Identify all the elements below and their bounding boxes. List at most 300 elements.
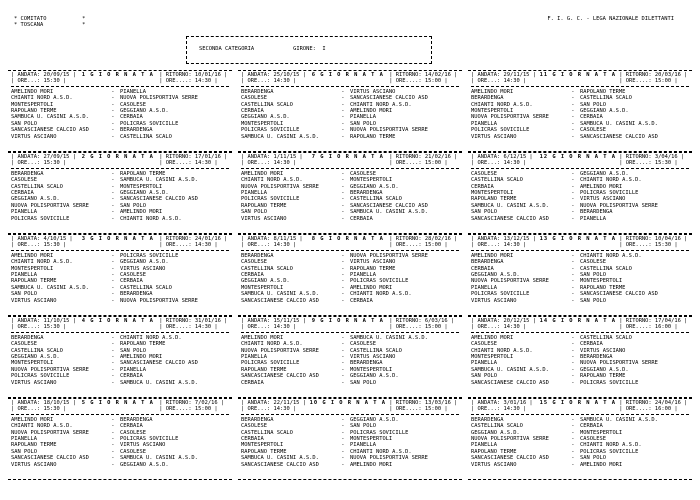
away-team: CHIANTI NORD A.S.D. <box>119 334 182 341</box>
divider <box>471 414 689 415</box>
match-row: GEGGIANO A.S.D. - SANCASCIANESE CALCIO ASD <box>11 196 229 202</box>
away-team: GEGGIANO A.S.D. <box>579 170 629 177</box>
match-row: SAN POLO - BERARDENGA <box>471 209 689 215</box>
away-team: BERARDENGA <box>119 416 153 423</box>
home-team: MONTESPERTOLI <box>471 354 514 361</box>
home-team: POLICRAS SOVICILLE <box>241 360 300 367</box>
home-team: POLICRAS SOVICILLE <box>11 215 70 222</box>
away-team: NUOVA POLISPORTIVA SERRE <box>579 360 658 367</box>
match-row: AMELINDO MORI - POLICRAS SOVICILLE <box>11 253 229 259</box>
andata-date: 3/01/16 <box>503 400 527 406</box>
home-team: CERBAIA <box>471 265 494 272</box>
away-team: CASTELLINA SCALO <box>349 196 402 203</box>
away-team: POLICRAS SOVICILLE <box>579 379 639 386</box>
match-row: PIANELLA - BERARDENGA <box>241 190 459 196</box>
away-team: SANCASCIANESE CALCIO ASD <box>349 95 428 102</box>
away-team: POLICRAS SOVICILLE <box>349 429 409 436</box>
ritorno-time: 15:00 <box>424 242 442 249</box>
divider <box>471 250 689 251</box>
home-team: SAMBUCA U. CASINI A.S.D. <box>471 202 549 209</box>
home-team: RAPOLANO TERME <box>471 196 517 203</box>
match-row: AMELINDO MORI - PIANELLA <box>11 89 229 95</box>
match-row: PIANELLA - AMELINDO MORI <box>11 209 229 215</box>
match-row: CERBAIA - PIANELLA <box>241 272 459 278</box>
match-row: SANCASCIANESE CALCIO ASD - POLICRAS SOVICILLE <box>471 380 689 386</box>
andata-date: 20/09/15 <box>43 72 70 78</box>
andata-time: 14:30 <box>273 78 290 85</box>
match-row: GEGGIANO A.S.D. - AMELINDO MORI <box>11 354 229 360</box>
match-row: SAMBUCA U. CASINI A.S.D. - RAPOLANO TERME <box>241 134 459 140</box>
away-team: CERBAIA <box>579 114 603 121</box>
divider <box>471 86 689 87</box>
match-row: SAN POLO - CASOLESE <box>11 449 229 455</box>
away-team: SANCASCIANESE CALCIO ASD <box>119 196 198 203</box>
match-row: CHIANTI NORD A.S.D. - CASOLESE <box>241 341 459 347</box>
away-team: BERARDENGA <box>579 354 613 361</box>
match-row: POLICRAS SOVICILLE - CASOLESE <box>471 127 689 133</box>
match-row: CHIANTI NORD A.S.D. - VIRTUS ASCIANO <box>471 348 689 354</box>
ritorno-time: 15:00 <box>424 324 442 331</box>
match-row: CASOLESE - CERBAIA <box>471 341 689 347</box>
matchday-header: | ANDATA: 4/10/15 | 3 G I O R N A T A | RITORNO: 24/01/16 | <box>11 236 228 242</box>
match-row: NUOVA POLISPORTIVA SERRE - CASTELLINA SCALO <box>241 348 459 354</box>
away-team: RAPOLANO TERME <box>119 341 166 348</box>
match-row: SAMBUCA U. CASINI A.S.D. - NUOVA POLISPORTIVA SERRE <box>471 203 689 209</box>
match-row: BERARDENGA - NUOVA POLISPORTIVA SERRE <box>241 253 459 259</box>
home-team: SANCASCIANESE CALCIO ASD <box>471 455 549 462</box>
home-team: SANCASCIANESE CALCIO ASD <box>241 373 319 380</box>
match-row: MONTESPERTOLI - BERARDENGA <box>471 354 689 360</box>
match-row: RAPOLANO TERME - CERBAIA <box>11 278 229 284</box>
away-team: CERBAIA <box>579 341 603 348</box>
match-row: VIRTUS ASCIANO - NUOVA POLISPORTIVA SERRE <box>11 298 229 304</box>
away-team: RAPOLANO TERME <box>579 88 626 95</box>
away-team: NUOVA POLISPORTIVA SERRE <box>119 297 198 304</box>
match-row: SAMBUCA U. CASINI A.S.D. - CASTELLINA SCALO <box>11 285 229 291</box>
match-row: CASTELLINA SCALO - RAPOLANO TERME <box>241 266 459 272</box>
home-team: SAN POLO <box>11 448 37 455</box>
match-row: BERARDENGA - SAMBUCA U. CASINI A.S.D. <box>471 417 689 423</box>
matchday-block: | ANDATA: 1/11/15 | 7 G I O R N A T A | RITORNO: 21/02/16 | | ORE...: 14:30 | | ORE....: 15:00 | AMELINDO MORI - CASOLESE CHIANTI NORD A.S.D. - MONTESPERTOLI NUOVA POLISPORTIVA SERRE - GEGGIANO A.S.D. PIANELLA - BERARDENGA POLICRAS SOVICILLE - CASTELLINA SCALO RAPOLANO TERME - SANCASCIANESE CALCIO ASD SAN POLO - SAMBUCA U. CASINI A.S.D. VIRTUS ASCIANO - CERBAIA <box>238 152 462 234</box>
ritorno-date: 24/01/16 <box>194 236 221 242</box>
home-team: CASOLESE <box>471 170 497 177</box>
matchday-header: | ANDATA: 6/12/15 | 12 G I O R N A T A | RITORNO: 3/04/16 | <box>471 154 685 160</box>
home-team: CERBAIA <box>241 436 264 443</box>
home-team: CERBAIA <box>241 108 264 115</box>
match-row: CHIANTI NORD A.S.D. - GEGGIANO A.S.D. <box>11 259 229 265</box>
home-team: BERARDENGA <box>241 416 274 423</box>
home-team: SAN POLO <box>241 209 267 216</box>
away-team: MONTESPERTOLI <box>349 177 393 184</box>
match-row: MONTESPERTOLI - AMELINDO MORI <box>241 285 459 291</box>
home-team: SAN POLO <box>11 291 37 298</box>
away-team: CASOLESE <box>119 429 146 436</box>
match-row: SAMBUCA U. CASINI A.S.D. - CERBAIA <box>11 114 229 120</box>
matchday-block: | ANDATA: 8/11/15 | 8 G I O R N A T A | RITORNO: 28/02/16 | | ORE...: 14:30 | | ORE....: 15:00 | BERARDENGA - NUOVA POLISPORTIVA SERRE CASOLESE - VIRTUS ASCIANO CASTELLINA SCALO - RAPOLANO TERME CERBAIA - PIANELLA GEGGIANO A.S.D. - POLICRAS SOVICILLE MONTESPERTOLI - AMELINDO MORI SAMBUCA U. CASINI A.S.D. - CHIANTI NORD A.S.D. SANCASCIANESE CALCIO ASD - CERBAIA <box>238 234 462 316</box>
match-row: PIANELLA - RAPOLANO TERME <box>471 285 689 291</box>
match-row: BERARDENGA - CASOLESE <box>471 259 689 265</box>
match-row: POLICRAS SOVICILLE - NUOVA POLISPORTIVA SERRE <box>241 127 459 133</box>
away-team: VIRTUS ASCIANO <box>349 259 396 266</box>
match-row: PIANELLA - VIRTUS ASCIANO <box>241 354 459 360</box>
home-team: MONTESPERTOLI <box>11 360 54 367</box>
match-row: AMELINDO MORI - RAPOLANO TERME <box>471 89 689 95</box>
ritorno-date: 17/04/16 <box>654 318 681 324</box>
home-team: MONTESPERTOLI <box>241 120 284 127</box>
match-row: MONTESPERTOLI - CASOLESE <box>11 102 229 108</box>
match-row: BERARDENGA - CHIANTI NORD A.S.D. <box>11 335 229 341</box>
home-team: VIRTUS ASCIANO <box>11 133 57 140</box>
home-team: PIANELLA <box>241 354 267 361</box>
committee-info <box>14 16 85 29</box>
home-team: CASTELLINA SCALO <box>11 183 63 190</box>
andata-date: 27/09/15 <box>43 154 70 160</box>
match-row: SANCASCIANESE CALCIO ASD - SAN POLO <box>471 455 689 461</box>
away-team: SAMBUCA U. CASINI A.S.D. <box>119 455 198 462</box>
match-row: CHIANTI NORD A.S.D. - CERBAIA <box>11 423 229 429</box>
match-row: CASOLESE - GEGGIANO A.S.D. <box>471 171 689 177</box>
ritorno-time: 15:00 <box>424 160 442 167</box>
giornata-number: 9 <box>311 318 316 324</box>
away-team: SAN POLO <box>579 272 606 279</box>
away-team: MONTESPERTOLI <box>579 278 623 285</box>
away-team: SAMBUCA U. CASINI A.S.D. <box>349 334 428 341</box>
matchday-header: | ANDATA: 15/11/15 | 9 G I O R N A T A | RITORNO: 6/03/16 | <box>241 318 455 324</box>
match-row: AMELINDO MORI - CASTELLINA SCALO <box>471 335 689 341</box>
ritorno-date: 13/03/16 <box>424 400 451 406</box>
andata-time: 14:30 <box>503 242 520 249</box>
home-team: SANCASCIANESE CALCIO ASD <box>241 297 319 304</box>
home-team: NUOVA POLISPORTIVA SERRE <box>241 347 319 354</box>
match-row: VIRTUS ASCIANO - SAN POLO <box>471 298 689 304</box>
andata-time: 15:30 <box>43 242 60 249</box>
match-row: VIRTUS ASCIANO - AMELINDO MORI <box>471 462 689 468</box>
away-team: CHIANTI NORD A.S.D. <box>349 448 412 455</box>
home-team: GEGGIANO A.S.D. <box>471 272 520 279</box>
away-team: GEGGIANO A.S.D. <box>119 190 169 197</box>
match-row: AMELINDO MORI - CASOLESE <box>241 171 459 177</box>
andata-date: 25/10/15 <box>273 72 300 78</box>
match-row: NUOVA POLISPORTIVA SERRE - SAN POLO <box>11 203 229 209</box>
divider <box>241 332 459 333</box>
andata-date: 8/11/15 <box>273 236 297 242</box>
divider <box>11 168 229 169</box>
home-team: PIANELLA <box>471 120 497 127</box>
away-team: CERBAIA <box>119 373 143 380</box>
home-team: SANCASCIANESE CALCIO ASD <box>471 215 549 222</box>
home-team: CHIANTI NORD A.S.D. <box>11 259 73 266</box>
away-team: RAPOLANO TERME <box>349 265 396 272</box>
divider <box>11 414 229 415</box>
match-row: MONTESPERTOLI - SANCASCIANESE CALCIO ASD <box>11 360 229 366</box>
away-team: MONTESPERTOLI <box>349 366 393 373</box>
match-row: SANCASCIANESE CALCIO ASD - GEGGIANO A.S.D. <box>241 373 459 379</box>
match-row: GEGGIANO A.S.D. - SAN POLO <box>471 272 689 278</box>
away-team: GEGGIANO A.S.D. <box>349 183 399 190</box>
match-row: CASOLESE - SANCASCIANESE CALCIO ASD <box>241 95 459 101</box>
home-team: NUOVA POLISPORTIVA SERRE <box>11 202 89 209</box>
away-team: AMELINDO MORI <box>579 183 623 190</box>
away-team: CASOLESE <box>119 272 146 279</box>
match-row: BERARDENGA - RAPOLANO TERME <box>11 171 229 177</box>
match-row: BERARDENGA - CASTELLINA SCALO <box>471 95 689 101</box>
home-team: SAN POLO <box>11 120 37 127</box>
away-team: SAN POLO <box>579 455 606 462</box>
away-team: VIRTUS ASCIANO <box>349 88 396 95</box>
match-row: POLICRAS SOVICILLE - CHIANTI NORD A.S.D. <box>11 216 229 222</box>
matchday-header: | ANDATA: 29/11/15 | 11 G I O R N A T A | RITORNO: 20/03/16 | <box>471 72 688 78</box>
match-row: NUOVA POLISPORTIVA SERRE - GEGGIANO A.S.D. <box>241 184 459 190</box>
andata-date: 18/10/15 <box>43 400 70 406</box>
away-team: SAMBUCA U. CASINI A.S.D. <box>119 177 198 184</box>
away-team: SAMBUCA U. CASINI A.S.D. <box>349 209 428 216</box>
away-team: SANCASCIANESE CALCIO ASD <box>119 360 198 367</box>
giornata-number: 15 <box>539 400 549 406</box>
match-row: SANCASCIANESE CALCIO ASD - BERARDENGA <box>11 127 229 133</box>
match-row: RAPOLANO TERME - SANCASCIANESE CALCIO ASD <box>241 203 459 209</box>
away-team: BERARDENGA <box>579 209 613 216</box>
home-team: VIRTUS ASCIANO <box>11 379 57 386</box>
andata-time: 14:30 <box>273 160 290 167</box>
home-team: PIANELLA <box>471 284 497 291</box>
andata-time: 14:30 <box>273 324 290 331</box>
ritorno-date: 7/02/16 <box>194 400 218 406</box>
home-team: BERARDENGA <box>11 334 44 341</box>
away-team: GEGGIANO A.S.D. <box>119 259 169 266</box>
divider <box>241 250 459 251</box>
home-team: AMELINDO MORI <box>241 170 284 177</box>
giornata-number: 13 <box>539 236 549 242</box>
match-row: RAPOLANO TERME - CHIANTI NORD A.S.D. <box>241 449 459 455</box>
match-row: GEGGIANO A.S.D. - MONTESPERTOLI <box>471 430 689 436</box>
match-row: PIANELLA - NUOVA POLISPORTIVA SERRE <box>471 360 689 366</box>
away-team: CASTELLINA SCALO <box>119 284 172 291</box>
home-team: GEGGIANO A.S.D. <box>11 354 60 361</box>
match-row: POLICRAS SOVICILLE - CASTELLINA SCALO <box>241 196 459 202</box>
away-team: RAPOLANO TERME <box>579 373 626 380</box>
away-team: SAMBUCA U. CASINI A.S.D. <box>119 379 198 386</box>
match-row: MONTESPERTOLI - VIRTUS ASCIANO <box>11 266 229 272</box>
away-team: AMELINDO MORI <box>579 461 623 468</box>
match-row: AMELINDO MORI - CHIANTI NORD A.S.D. <box>471 253 689 259</box>
home-team: GEGGIANO A.S.D. <box>471 429 520 436</box>
home-team: POLICRAS SOVICILLE <box>241 196 300 203</box>
andata-date: 15/11/15 <box>273 318 300 324</box>
match-row: POLICRAS SOVICILLE - BERARDENGA <box>241 360 459 366</box>
match-row: PIANELLA - POLICRAS SOVICILLE <box>11 436 229 442</box>
match-row: CERBAIA - SAN POLO <box>241 380 459 386</box>
match-row: RAPOLANO TERME - VIRTUS ASCIANO <box>471 196 689 202</box>
giornata-number: 8 <box>311 236 316 242</box>
matchday-block: | ANDATA: 6/12/15 | 12 G I O R N A T A | RITORNO: 3/04/16 | | ORE...: 14:30 | | ORE....: 15:30 | CASOLESE - GEGGIANO A.S.D. CASTELLINA SCALO - CHIANTI NORD A.S.D. CERBAIA - AMELINDO MORI MONTESPERTOLI - POLICRAS SOVICILLE RAPOLANO TERME - VIRTUS ASCIANO SAMBUCA U. CASINI A.S.D. - NUOVA POLISPORTIVA SERRE SAN POLO - BERARDENGA SANCASCIANESE CALCIO ASD - PIANELLA <box>468 152 692 234</box>
fixtures-grid <box>8 70 692 480</box>
andata-date: 29/11/15 <box>503 72 530 78</box>
andata-time: 15:30 <box>43 78 60 85</box>
away-team: POLICRAS SOVICILLE <box>119 252 179 259</box>
home-team: BERARDENGA <box>241 252 274 259</box>
match-row: SANCASCIANESE CALCIO ASD - AMELINDO MORI <box>241 462 459 468</box>
away-team: VIRTUS ASCIANO <box>349 354 396 361</box>
away-team: SAMBUCA U. CASINI A.S.D. <box>579 416 658 423</box>
home-team: GEGGIANO A.S.D. <box>241 114 290 121</box>
ritorno-time: 15:30 <box>654 160 672 167</box>
away-team: SAN POLO <box>349 120 376 127</box>
match-row: BERARDENGA - VIRTUS ASCIANO <box>241 89 459 95</box>
away-team: PIANELLA <box>579 215 606 222</box>
home-team: AMELINDO MORI <box>11 416 54 423</box>
away-team: CHIANTI NORD A.S.D. <box>579 177 642 184</box>
giornata-number: 2 <box>81 154 86 160</box>
committee-line: * COMITATO * <box>14 16 86 22</box>
andata-time: 14:30 <box>503 160 520 167</box>
home-team: MONTESPERTOLI <box>471 108 514 115</box>
ritorno-date: 17/01/16 <box>194 154 221 160</box>
ritorno-time: 14:30 <box>194 324 212 331</box>
home-team: AMELINDO MORI <box>471 252 514 259</box>
home-team: CASTELLINA SCALO <box>471 177 523 184</box>
away-team: MONTESPERTOLI <box>579 429 623 436</box>
matchday-block: | ANDATA: 20/09/15 | 1 G I O R N A T A | RITORNO: 10/01/16 | | ORE...: 15:30 | | ORE....: 14:30 | AMELINDO MORI - PIANELLA CHIANTI NORD A.S.D. - NUOVA POLISPORTIVA SERRE MONTESPERTOLI - CASOLESE RAPOLANO TERME - GEGGIANO A.S.D. SAMBUCA U. CASINI A.S.D. - CERBAIA SAN POLO - POLICRAS SOVICILLE SANCASCIANESE CALCIO ASD - BERARDENGA VIRTUS ASCIANO - CASTELLINA SCALO <box>8 70 232 152</box>
home-team: SAN POLO <box>471 373 497 380</box>
giornata-number: 11 <box>539 72 549 78</box>
match-row: MONTESPERTOLI - PIANELLA <box>241 442 459 448</box>
home-team: RAPOLANO TERME <box>11 278 57 285</box>
away-team: SAN POLO <box>579 297 606 304</box>
andata-date: 11/10/15 <box>43 318 70 324</box>
home-team: POLICRAS SOVICILLE <box>241 127 300 134</box>
ritorno-date: 24/04/16 <box>654 400 681 406</box>
away-team: NUOVA POLISPORTIVA SERRE <box>119 95 198 102</box>
match-row: CASOLESE - SAN POLO <box>241 423 459 429</box>
giornata-number: 12 <box>539 154 549 160</box>
matchday-header: | ANDATA: 20/12/15 | 14 G I O R N A T A | RITORNO: 17/04/16 | <box>471 318 688 324</box>
away-team: GEGGIANO A.S.D. <box>349 416 399 423</box>
match-row: POLICRAS SOVICILLE - CERBAIA <box>11 373 229 379</box>
away-team: PIANELLA <box>349 272 376 279</box>
away-team: NUOVA POLISPORTIVA SERRE <box>349 127 428 134</box>
away-team: NUOVA POLISPORTIVA SERRE <box>349 252 428 259</box>
away-team: CHIANTI NORD A.S.D. <box>349 101 412 108</box>
divider <box>11 86 229 87</box>
matchday-block: | ANDATA: 11/10/15 | 4 G I O R N A T A | RITORNO: 31/01/16 | | ORE...: 15:30 | | ORE....: 14:30 | BERARDENGA - CHIANTI NORD A.S.D. CASOLESE - RAPOLANO TERME CASTELLINA SCALO - SAN POLO GEGGIANO A.S.D. - AMELINDO MORI MONTESPERTOLI - SANCASCIANESE CALCIO ASD NUOVA POLISPORTIVA SERRE - PIANELLA POLICRAS SOVICILLE - CERBAIA VIRTUS ASCIANO - SAMBUCA U. CASINI A.S.D. <box>8 316 232 398</box>
home-team: SAMBUCA U. CASINI A.S.D. <box>241 133 319 140</box>
match-row: SAN POLO - BERARDENGA <box>11 291 229 297</box>
match-row: MONTESPERTOLI - POLICRAS SOVICILLE <box>471 190 689 196</box>
andata-time: 14:30 <box>273 242 290 249</box>
match-row: VIRTUS ASCIANO - GEGGIANO A.S.D. <box>11 462 229 468</box>
matchday-block: | ANDATA: 27/09/15 | 2 G I O R N A T A | RITORNO: 17/01/16 | | ORE...: 15:30 | | ORE....: 14:30 | BERARDENGA - RAPOLANO TERME CASOLESE - SAMBUCA U. CASINI A.S.D. CASTELLINA SCALO - MONTESPERTOLI CERBAIA - GEGGIANO A.S.D. GEGGIANO A.S.D. - SANCASCIANESE CALCIO ASD NUOVA POLISPORTIVA SERRE - SAN POLO PIANELLA - AMELINDO MORI POLICRAS SOVICILLE - CHIANTI NORD A.S.D. <box>8 152 232 234</box>
ritorno-time: 15:30 <box>654 242 672 249</box>
home-team: RAPOLANO TERME <box>11 108 57 115</box>
home-team: CASOLESE <box>241 95 267 102</box>
home-team: CASTELLINA SCALO <box>241 265 293 272</box>
away-team: SANCASCIANESE CALCIO ASD <box>579 291 658 298</box>
match-row: RAPOLANO TERME - GEGGIANO A.S.D. <box>11 108 229 114</box>
home-team: BERARDENGA <box>471 95 504 102</box>
home-team: GEGGIANO A.S.D. <box>11 196 60 203</box>
match-row: PIANELLA - SAMBUCA U. CASINI A.S.D. <box>471 121 689 127</box>
away-team: BERARDENGA <box>349 190 383 197</box>
away-team: MONTESPERTOLI <box>349 436 393 443</box>
away-team: AMELINDO MORI <box>119 354 163 361</box>
away-team: POLICRAS SOVICILLE <box>119 436 179 443</box>
match-row: CHIANTI NORD A.S.D. - NUOVA POLISPORTIVA SERRE <box>11 95 229 101</box>
home-team: CHIANTI NORD A.S.D. <box>241 177 303 184</box>
home-team: AMELINDO MORI <box>11 252 54 259</box>
away-team: GEGGIANO A.S.D. <box>119 108 169 115</box>
home-team: CHIANTI NORD A.S.D. <box>241 341 303 348</box>
away-team: CASOLESE <box>349 170 376 177</box>
match-row: CASTELLINA SCALO - CERBAIA <box>471 423 689 429</box>
home-team: RAPOLANO TERME <box>471 448 517 455</box>
giornata-number: 7 <box>311 154 316 160</box>
away-team: AMELINDO MORI <box>119 209 163 216</box>
andata-date: 6/12/15 <box>503 154 527 160</box>
match-row: CASTELLINA SCALO - MONTESPERTOLI <box>11 184 229 190</box>
away-team: CERBAIA <box>119 423 143 430</box>
matchday-block: | ANDATA: 18/10/15 | 5 G I O R N A T A | RITORNO: 7/02/16 | | ORE...: 15:30 | | ORE....: 15:00 | AMELINDO MORI - BERARDENGA CHIANTI NORD A.S.D. - CERBAIA NUOVA POLISPORTIVA SERRE - CASOLESE PIANELLA - POLICRAS SOVICILLE RAPOLANO TERME - VIRTUS ASCIANO SAN POLO - CASOLESE SANCASCIANESE CALCIO ASD - SAMBUCA U. CASINI A.S.D. VIRTUS ASCIANO - GEGGIANO A.S.D. <box>8 398 232 480</box>
giornata-number: 5 <box>81 400 86 406</box>
home-team: PIANELLA <box>471 442 497 449</box>
match-row: CERBAIA - MONTESPERTOLI <box>241 436 459 442</box>
home-team: CERBAIA <box>241 272 264 279</box>
away-team: PIANELLA <box>349 442 376 449</box>
match-row: CASOLESE - VIRTUS ASCIANO <box>241 259 459 265</box>
away-team: CERBAIA <box>349 297 373 304</box>
home-team: MONTESPERTOLI <box>241 442 284 449</box>
ritorno-time: 15:00 <box>654 78 672 85</box>
match-row: SAN POLO - RAPOLANO TERME <box>471 373 689 379</box>
matchday-block: | ANDATA: 29/11/15 | 11 G I O R N A T A | RITORNO: 20/03/16 | | ORE...: 14:30 | | ORE....: 15:00 | AMELINDO MORI - RAPOLANO TERME BERARDENGA - CASTELLINA SCALO CHIANTI NORD A.S.D. - SAN POLO MONTESPERTOLI - GEGGIANO A.S.D. NUOVA POLISPORTIVA SERRE - CERBAIA PIANELLA - SAMBUCA U. CASINI A.S.D. POLICRAS SOVICILLE - CASOLESE VIRTUS ASCIANO - SANCASCIANESE CALCIO ASD <box>468 70 692 152</box>
away-team: SANCASCIANESE CALCIO ASD <box>349 202 428 209</box>
away-team: CHIANTI NORD A.S.D. <box>349 291 412 298</box>
match-row: CASTELLINA SCALO - CHIANTI NORD A.S.D. <box>241 102 459 108</box>
away-team: RAPOLANO TERME <box>349 133 396 140</box>
home-team: BERARDENGA <box>241 88 274 95</box>
match-row: CASOLESE - RAPOLANO TERME <box>11 341 229 347</box>
home-team: CASTELLINA SCALO <box>241 101 293 108</box>
match-row: NUOVA POLISPORTIVA SERRE - CERBAIA <box>471 114 689 120</box>
away-team: CASTELLINA SCALO <box>579 334 632 341</box>
category-box <box>186 36 432 64</box>
matchday-block: | ANDATA: 15/11/15 | 9 G I O R N A T A | RITORNO: 6/03/16 | | ORE...: 14:30 | | ORE....: 15:00 | AMELINDO MORI - SAMBUCA U. CASINI A.S.D. CHIANTI NORD A.S.D. - CASOLESE NUOVA POLISPORTIVA SERRE - CASTELLINA SCALO PIANELLA - VIRTUS ASCIANO POLICRAS SOVICILLE - BERARDENGA RAPOLANO TERME - MONTESPERTOLI SANCASCIANESE CALCIO ASD - GEGGIANO A.S.D. CERBAIA - SAN POLO <box>238 316 462 398</box>
giornata-number: 3 <box>81 236 86 242</box>
away-team: CASTELLINA SCALO <box>579 95 632 102</box>
ritorno-time: 14:30 <box>194 78 212 85</box>
ritorno-date: 21/02/16 <box>424 154 451 160</box>
home-team: SANCASCIANESE CALCIO ASD <box>241 461 319 468</box>
home-team: CHIANTI NORD A.S.D. <box>471 101 533 108</box>
away-team: SAN POLO <box>349 379 376 386</box>
home-team: BERARDENGA <box>471 259 504 266</box>
away-team: CERBAIA <box>119 278 143 285</box>
ritorno-date: 10/01/16 <box>194 72 221 78</box>
home-team: SANCASCIANESE CALCIO ASD <box>11 455 89 462</box>
andata-date: 4/10/15 <box>43 236 67 242</box>
home-team: PIANELLA <box>241 190 267 197</box>
home-team: PIANELLA <box>11 209 37 216</box>
divider <box>471 332 689 333</box>
federation-title: F. I. G. C. - LEGA NAZIONALE DILETTANTI <box>547 16 674 22</box>
match-row: CASTELLINA SCALO - POLICRAS SOVICILLE <box>241 430 459 436</box>
andata-date: 20/12/15 <box>503 318 530 324</box>
matchday-header: | ANDATA: 11/10/15 | 4 G I O R N A T A | RITORNO: 31/01/16 | <box>11 318 228 324</box>
home-team: CHIANTI NORD A.S.D. <box>471 347 533 354</box>
match-row: SAN POLO - SAMBUCA U. CASINI A.S.D. <box>241 209 459 215</box>
home-team: POLICRAS SOVICILLE <box>471 127 530 134</box>
ritorno-time: 16:00 <box>654 406 672 413</box>
match-row: AMELINDO MORI - SAMBUCA U. CASINI A.S.D. <box>241 335 459 341</box>
